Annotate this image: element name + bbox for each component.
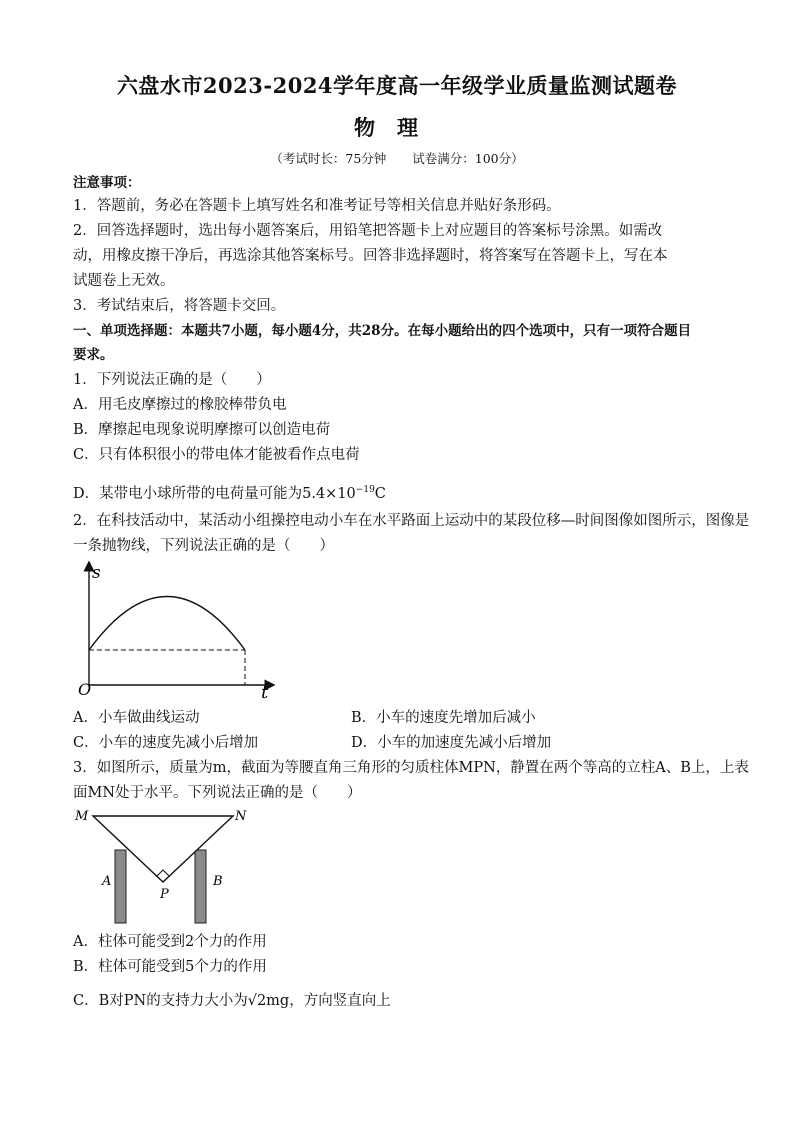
- label-m: M: [75, 809, 89, 824]
- exam-title: 六盘水市2023-2024学年度高一年级学业质量监测试题卷: [116, 73, 678, 98]
- note-2-line-3: 试题卷上无效。: [73, 273, 175, 289]
- q3-option-b: B．柱体可能受到5个力的作用: [73, 959, 267, 975]
- section-1-line-2: 要求。: [73, 347, 114, 363]
- q3-option-c: C．B对PN的支持力大小为√2mg，方向竖直向上: [73, 993, 391, 1009]
- note-1: 1．答题前，务必在答题卡上填写姓名和准考证号等相关信息并贴好条形码。: [73, 198, 561, 214]
- q1-stem: 1．下列说法正确的是（ ）: [73, 372, 271, 388]
- q2-option-b: B．小车的速度先增加后减小: [351, 710, 536, 726]
- graph-s-label: s: [92, 563, 101, 583]
- q3-prism-diagram: [70, 805, 260, 930]
- label-a: A: [102, 874, 112, 889]
- pillar-a: [115, 850, 126, 923]
- q1-option-d: D．某带电小球所带的电荷量可能为$5.4\times 10^{-19}C$: [73, 485, 386, 502]
- q3-option-a: A．柱体可能受到2个力的作用: [73, 934, 267, 950]
- q3-stem-line-2: 面MN处于水平。下列说法正确的是（ ）: [73, 785, 362, 801]
- graph-origin-label: O: [78, 680, 92, 699]
- q2-stem-line-1: 2．在科技活动中，某活动小组操控电动小车在水平路面上运动中的某段位移—时间图像如图所示，图像是: [73, 513, 750, 529]
- pillar-b: [195, 850, 206, 923]
- q2-option-c: C．小车的速度先减小后增加: [73, 735, 259, 751]
- q3-stem-line-1: 3．如图所示，质量为m，截面为等腰直角三角形的匀质柱体MPN，静置在两个等高的立柱A、B上，上表: [73, 760, 749, 776]
- triangle-mpn: [93, 816, 233, 882]
- exam-score: 试卷满分：100分）: [412, 151, 524, 166]
- section-1-line-1: 一、单项选择题：本题共7小题，每小题4分，共28分。在每小题给出的四个选项中，只有一项符合题目: [73, 323, 692, 339]
- subject-title: 物理: [354, 115, 440, 140]
- graph-t-label: t: [261, 682, 269, 703]
- q2-stem-line-2: 一条抛物线，下列说法正确的是（ ）: [73, 538, 334, 554]
- q2-option-d: D．小车的加速度先减小后增加: [351, 735, 552, 751]
- label-p: P: [160, 887, 169, 902]
- q2-option-a: A．小车做曲线运动: [73, 710, 200, 726]
- q1-option-c: C．只有体积很小的带电体才能被看作点电荷: [73, 447, 360, 463]
- note-3: 3．考试结束后，将答题卡交回。: [73, 298, 286, 314]
- note-2-line-1: 2．回答选择题时，选出每小题答案后，用铅笔把答题卡上对应题目的答案标号涂黑。如需改: [73, 223, 663, 239]
- label-b: B: [213, 874, 223, 889]
- label-n: N: [235, 809, 247, 824]
- note-2-line-2: 动，用橡皮擦干净后，再选涂其他答案标号。回答非选择题时，将答案写在答题卡上，写在本: [73, 248, 668, 264]
- notes-heading: 注意事项：: [73, 175, 141, 191]
- q1-option-b: B．摩擦起电现象说明摩擦可以创造电荷: [73, 422, 331, 438]
- q1-option-a: A．用毛皮摩擦过的橡胶棒带负电: [73, 397, 287, 413]
- exam-time: （考试时长：75分钟: [270, 151, 387, 166]
- parabola-curve: [89, 597, 245, 651]
- q2-st-graph: [70, 558, 290, 703]
- exam-meta: [0, 149, 794, 167]
